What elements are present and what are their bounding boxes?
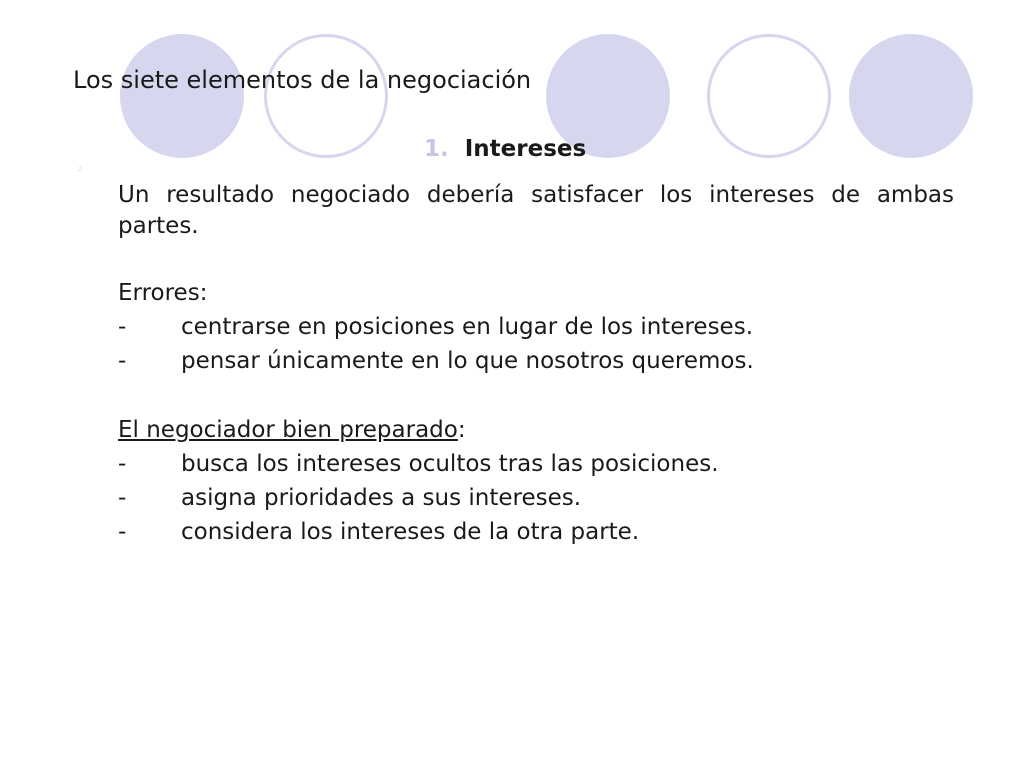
error-item-text: pensar únicamente en lo que nosotros queremos. [181, 348, 754, 374]
decorative-circle-outline-1 [264, 34, 388, 158]
decorative-circle-filled-1 [120, 34, 244, 158]
dash-bullet: - [118, 519, 127, 545]
dash-bullet: - [118, 314, 127, 340]
prepared-item-text: considera los intereses de la otra parte. [181, 519, 640, 545]
list-item [118, 447, 954, 481]
dash-bullet: - [118, 348, 127, 374]
slide-title: Los siete elementos de la negociación [73, 66, 532, 94]
prepared-item-text: busca los intereses ocultos tras las posiciones. [181, 451, 719, 477]
error-item-text: centrarse en posiciones en lugar de los intereses. [181, 314, 754, 340]
prepared-heading-colon: : [457, 417, 466, 443]
section-number: 1. [424, 136, 449, 162]
list-item [118, 344, 954, 378]
slide-marker: 2 [78, 166, 82, 173]
dash-bullet: - [118, 451, 127, 477]
list-item [118, 515, 954, 549]
dash-bullet: - [118, 485, 127, 511]
intro-paragraph: Un resultado negociado debería satisfacer los intereses de ambas partes. [118, 182, 954, 239]
prepared-item-text: asigna prioridades a sus intereses. [181, 485, 582, 511]
prepared-heading [118, 413, 954, 447]
list-item [118, 310, 954, 344]
spacer [118, 378, 954, 413]
section-heading [424, 136, 586, 162]
decorative-circle-filled-3 [849, 34, 973, 158]
section-title: Intereses [464, 136, 587, 162]
prepared-heading-text: El negociador bien preparado [118, 417, 458, 443]
list-item [118, 481, 954, 515]
decorative-circle-outline-2 [707, 34, 831, 158]
errors-heading: Errores: [118, 280, 208, 306]
spacer [118, 242, 954, 276]
slide-body [118, 180, 954, 549]
